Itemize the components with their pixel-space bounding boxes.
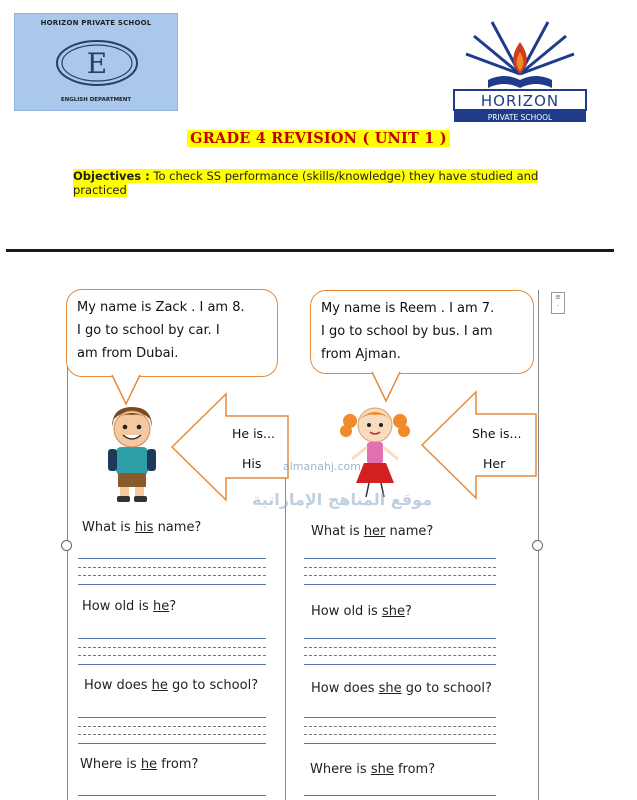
resize-handle-left[interactable]	[61, 540, 72, 551]
objectives-text-2: practiced	[73, 183, 127, 197]
bubble-line: from Ajman.	[321, 347, 401, 362]
watermark-arabic: موقع المناهج الإماراتية	[252, 490, 433, 509]
objectives-text-1: To check SS performance (skills/knowledge) they have studied and	[149, 169, 539, 183]
answer-line[interactable]	[78, 584, 266, 585]
answer-line[interactable]	[78, 795, 266, 796]
answer-line-guide	[304, 575, 496, 576]
question-her-name: What is her name?	[311, 524, 434, 539]
bubble-line: My name is Reem . I am 7.	[321, 301, 495, 316]
answer-line-guide	[78, 655, 266, 656]
arrow-label-she-is: She is...	[472, 426, 522, 441]
answer-line-guide	[78, 726, 266, 727]
school-name: HORIZON PRIVATE SCHOOL	[40, 19, 152, 27]
girl-illustration-icon	[340, 403, 410, 503]
bubble-line: am from Dubai.	[77, 346, 179, 361]
answer-line[interactable]	[78, 638, 266, 639]
emblem-icon	[55, 38, 139, 88]
answer-line[interactable]	[304, 664, 496, 665]
speech-bubble-reem	[310, 290, 534, 374]
answer-line[interactable]	[78, 664, 266, 665]
answer-line[interactable]	[78, 558, 266, 559]
answer-line-guide	[304, 647, 496, 648]
question-his-name: What is his name?	[82, 520, 202, 535]
objectives-label: Objectives :	[73, 169, 150, 183]
question-where-he-from: Where is he from?	[80, 757, 199, 772]
question-where-she-from: Where is she from?	[310, 762, 436, 777]
bubble-tail	[370, 371, 410, 403]
emblem-letter: E	[86, 47, 108, 80]
answer-line[interactable]	[78, 743, 266, 744]
answer-line-guide	[78, 734, 266, 735]
bubble-tail	[110, 374, 150, 406]
arrow-label-he-is: He is...	[232, 426, 275, 441]
answer-line-guide	[78, 647, 266, 648]
watermark-site: almanahj.com	[283, 460, 361, 473]
answer-line[interactable]	[78, 717, 266, 718]
answer-line[interactable]	[304, 584, 496, 585]
answer-line-guide	[304, 726, 496, 727]
answer-line-guide	[304, 734, 496, 735]
question-how-old-she: How old is she?	[311, 604, 412, 619]
resize-handle-right[interactable]	[532, 540, 543, 551]
arrow-right-she	[420, 390, 538, 502]
horizon-logo	[452, 14, 588, 124]
answer-line-guide	[78, 567, 266, 568]
page-title: GRADE 4 REVISION ( UNIT 1 )	[0, 128, 637, 147]
school-badge	[14, 13, 178, 111]
question-how-old-he: How old is he?	[82, 599, 177, 614]
answer-line[interactable]	[304, 717, 496, 718]
divider	[6, 249, 614, 252]
speech-bubble-zack	[66, 289, 278, 377]
answer-line-guide	[304, 567, 496, 568]
arrow-left-he	[170, 392, 290, 504]
answer-line[interactable]	[304, 795, 496, 796]
answer-line-guide	[78, 575, 266, 576]
answer-line[interactable]	[304, 638, 496, 639]
boy-illustration-icon	[102, 405, 162, 505]
question-how-he-goes: How does he go to school?	[84, 678, 259, 693]
bubble-line: I go to school by car. I	[77, 323, 220, 338]
answer-line[interactable]	[304, 743, 496, 744]
arrow-label-her: Her	[483, 456, 506, 471]
logo-text: HORIZON	[480, 92, 560, 110]
objectives	[73, 169, 553, 197]
arrow-label-his: His	[242, 456, 262, 471]
question-how-she-goes: How does she go to school?	[311, 681, 492, 696]
logo-subtext: PRIVATE SCHOOL	[487, 113, 553, 122]
answer-line-guide	[304, 655, 496, 656]
layout-options-icon[interactable]: ≡ ·	[551, 292, 565, 314]
bubble-line: My name is Zack . I am 8.	[77, 300, 245, 315]
bubble-line: I go to school by bus. I am	[321, 324, 493, 339]
department-name: ENGLISH DEPARTMENT	[60, 97, 132, 103]
answer-line[interactable]	[304, 558, 496, 559]
